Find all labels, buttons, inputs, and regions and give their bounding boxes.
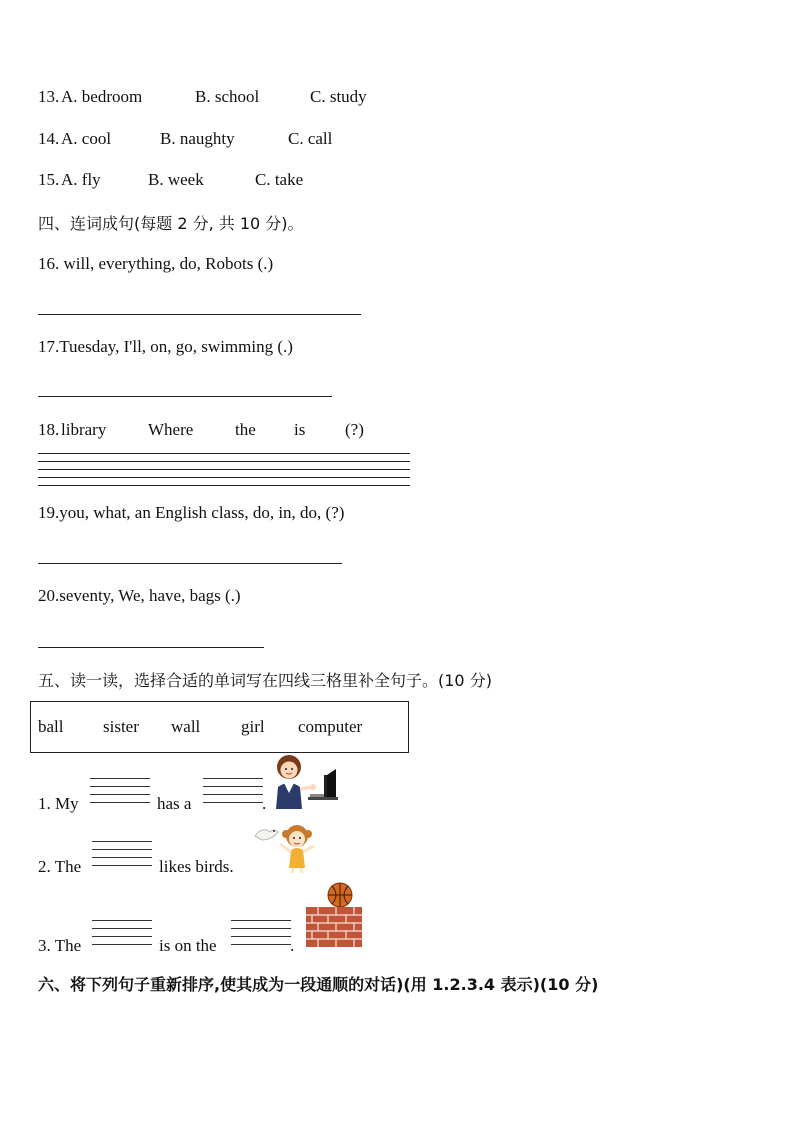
question-17: 17.Tuesday, I'll, on, go, swimming (.) [38, 337, 293, 356]
question-number: 14. [38, 129, 60, 148]
sentence-2-start: 2. The [38, 857, 82, 876]
four-line-blank[interactable] [92, 841, 152, 867]
sentence-3-middle: is on the [159, 936, 217, 955]
girl-at-computer-icon [270, 753, 342, 811]
sentence-1-middle: has a [157, 794, 192, 813]
four-line-blank[interactable] [92, 920, 152, 946]
option-b: B. school [195, 87, 260, 106]
writing-line [38, 469, 410, 470]
section-4-heading: 四、连词成句(每题 2 分, 共 10 分)。 [38, 214, 304, 233]
scrambled-word: the [235, 420, 256, 439]
answer-line-16[interactable] [38, 314, 361, 315]
option-a: A. cool [61, 129, 112, 148]
section-6-heading: 六、将下列句子重新排序,使其成为一段通顺的对话)(用 1.2.3.4 表示)(10 分) [38, 975, 599, 994]
sentence-3-start: 3. The [38, 936, 82, 955]
word-bank-item: computer [298, 717, 363, 736]
option-a: A. bedroom [61, 87, 143, 106]
sentence-1-end: . [262, 794, 267, 813]
scrambled-word: (?) [345, 420, 364, 439]
answer-line-19[interactable] [38, 563, 342, 564]
question-19: 19.you, what, an English class, do, in, do, (?) [38, 503, 345, 522]
sentence-3-end: . [290, 936, 295, 955]
question-20: 20.seventy, We, have, bags (.) [38, 586, 241, 605]
word-bank-item: sister [103, 717, 139, 736]
question-number: 18. [38, 420, 60, 439]
word-bank-item: wall [171, 717, 201, 736]
option-c: C. study [310, 87, 367, 106]
writing-line [38, 453, 410, 454]
answer-line-17[interactable] [38, 396, 332, 397]
sentence-2-end: likes birds. [159, 857, 234, 876]
option-c: C. call [288, 129, 333, 148]
scrambled-word: library [61, 420, 107, 439]
question-number: 13. [38, 87, 60, 106]
writing-line [38, 485, 410, 486]
four-line-blank[interactable] [90, 778, 150, 804]
question-number: 15. [38, 170, 60, 189]
scrambled-word: Where [148, 420, 194, 439]
section-5-heading: 五、读一读，选择合适的单词写在四线三格里补全句子。(10 分) [38, 671, 492, 690]
sentence-1-start: 1. My [38, 794, 79, 813]
four-line-blank[interactable] [231, 920, 291, 946]
option-c: C. take [255, 170, 304, 189]
question-16: 16. will, everything, do, Robots (.) [38, 254, 274, 273]
word-bank-item: girl [241, 717, 265, 736]
answer-line-20[interactable] [38, 647, 264, 648]
scrambled-word: is [294, 420, 306, 439]
option-b: B. naughty [160, 129, 235, 148]
word-bank-item: ball [38, 717, 64, 736]
option-a: A. fly [61, 170, 101, 189]
writing-line [38, 477, 410, 478]
girl-with-bird-icon [252, 822, 322, 874]
basketball-on-wall-icon [304, 882, 364, 948]
four-line-blank[interactable] [203, 778, 263, 804]
writing-line [38, 461, 410, 462]
option-b: B. week [148, 170, 204, 189]
